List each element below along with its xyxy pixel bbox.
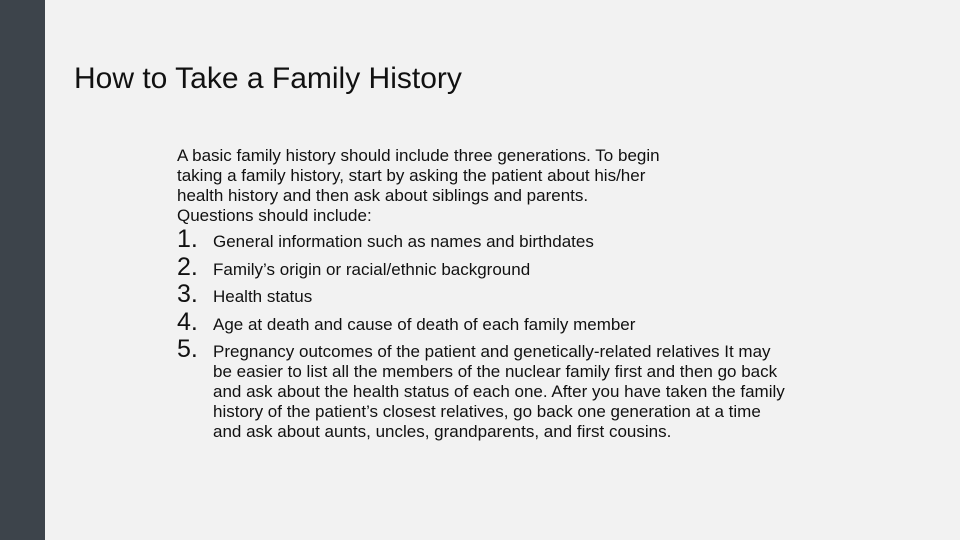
left-accent-bar bbox=[0, 0, 45, 540]
list-item-number: 4. bbox=[177, 307, 198, 336]
list-item bbox=[177, 309, 797, 337]
list-item-number: 5. bbox=[177, 335, 198, 363]
slide-body bbox=[177, 146, 797, 442]
intro-line: Questions should include: bbox=[177, 206, 372, 225]
list-item-text: Health status bbox=[213, 287, 313, 306]
intro-line: A basic family history should include three generations. To begin bbox=[177, 146, 660, 165]
list-item bbox=[177, 254, 797, 282]
list-item-text: Family’s origin or racial/ethnic background bbox=[213, 259, 531, 279]
list-item bbox=[177, 226, 797, 254]
slide-title: How to Take a Family History bbox=[74, 62, 462, 95]
list-item-text: Age at death and cause of death of each family member bbox=[213, 314, 636, 334]
intro-paragraph bbox=[177, 146, 797, 226]
list-item-number: 3. bbox=[177, 280, 198, 308]
list-item-text: Pregnancy outcomes of the patient and genetically-related relatives It may be easier to list all the members of the nuclear family first and then go back and ask about the health status of each one. After you have taken the family history of the patient’s closest relatives, go back one generation at a time and ask about aunts, uncles, grandparents, and first cousins. bbox=[213, 342, 785, 441]
list-item bbox=[177, 336, 797, 442]
list-item-text: General information such as names and birthdates bbox=[213, 232, 594, 251]
list-item-number: 2. bbox=[177, 252, 198, 281]
questions-list bbox=[177, 226, 797, 442]
list-item-number: 1. bbox=[177, 225, 198, 253]
intro-line: taking a family history, start by asking the patient about his/her bbox=[177, 166, 646, 185]
list-item bbox=[177, 281, 797, 309]
intro-line: health history and then ask about siblings and parents. bbox=[177, 186, 589, 205]
